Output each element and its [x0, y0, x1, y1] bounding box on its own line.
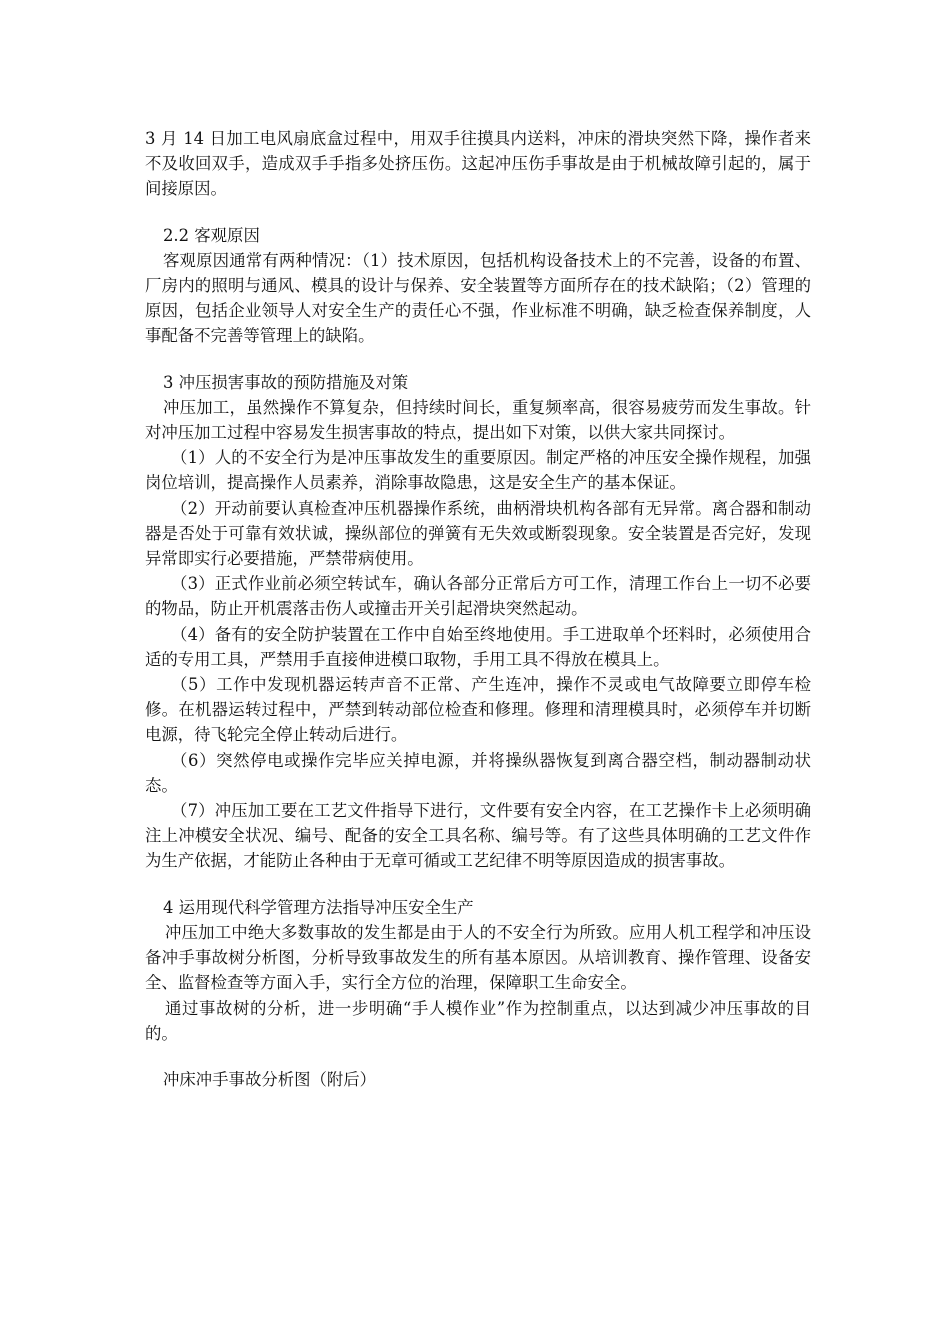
- section-3: [145, 370, 811, 874]
- section-3-item-4: （4）备有的安全防护装置在工作中自始至终地使用。手工进取单个坯料时，必须使用合适的专用工具，严禁用手直接伸进模口取物，手用工具不得放在模具上。: [145, 624, 811, 669]
- footer-note: 冲床冲手事故分析图（附后）: [163, 1069, 377, 1089]
- section-2-2-body: 客观原因通常有两种情况：（1）技术原因，包括机构设备技术上的不完善，设备的布置、厂房内的照明与通风、模具的设计与保养、安全装置等方面所存在的技术缺陷；（2）管理的原因，包括企业领导人对安全生产的责任心不强，作业标准不明确，缺乏检查保养制度，人事配备不完善等管理上的缺陷。: [145, 250, 811, 346]
- section-4-para-2: 通过事故树的分析，进一步明确“手人模作业”作为控制重点，以达到减少冲压事故的目的。: [145, 998, 811, 1043]
- document-page: [145, 126, 811, 1092]
- section-3-item-1: （1）人的不安全行为是冲压事故发生的重要原因。制定严格的冲压安全操作规程，加强岗位培训，提高操作人员素养，消除事故隐患，这是安全生产的基本保证。: [145, 448, 811, 493]
- section-4-heading: 4 运用现代科学管理方法指导冲压安全生产: [163, 897, 474, 917]
- section-3-item-7: （7）冲压加工要在工艺文件指导下进行，文件要有安全内容，在工艺操作卡上必须明确注上冲模安全状况、编号、配备的安全工具名称、编号等。有了这些具体明确的工艺文件作为生产依据，才能防止各种由于无章可循或工艺纪律不明等原因造成的损害事故。: [145, 801, 811, 871]
- section-4: [145, 895, 811, 1046]
- section-2-2-heading: 2.2 客观原因: [163, 225, 260, 245]
- section-3-item-6: （6）突然停电或操作完毕应关掉电源，并将操纵器恢复到离合器空档，制动器制动状态。: [145, 750, 811, 795]
- section-2-2: [145, 223, 811, 349]
- intro-paragraph: 3 月 14 日加工电风扇底盒过程中，用双手往摸具内送料，冲床的滑块突然下降，操作者来不及收回双手，造成双手手指多处挤压伤。这起冲压伤手事故是由于机械故障引起的，属于间接原因。: [145, 129, 811, 199]
- section-3-item-5: （5）工作中发现机器运转声音不正常、产生连冲，操作不灵或电气故障要立即停车检修。在机器运转过程中，严禁到转动部位检查和修理。修理和清理模具时，必须停车并切断电源，待飞轮完全停止转动后进行。: [145, 675, 811, 745]
- section-3-heading: 3 冲压损害事故的预防措施及对策: [163, 372, 409, 392]
- section-3-item-3: （3）正式作业前必须空转试车，确认各部分正常后方可工作，清理工作台上一切不必要的物品，防止开机震落击伤人或撞击开关引起滑块突然起动。: [145, 574, 811, 619]
- section-4-para-1: 冲压加工中绝大多数事故的发生都是由于人的不安全行为所致。应用人机工程学和冲压设备冲手事故树分析图，分析导致事故发生的所有基本原因。从培训教育、操作管理、设备安全、监督检查等方面入手，实行全方位的治理，保障职工生命安全。: [145, 922, 811, 993]
- section-3-item-2: （2）开动前要认真检查冲压机器操作系统，曲柄滑块机构各部有无异常。离合器和制动器是否处于可靠有效状诚，操纵部位的弹簧有无失效或断裂现象。安全装置是否完好，发现异常即实行必要措施，严禁带病使用。: [145, 498, 811, 569]
- section-3-intro: 冲压加工，虽然操作不算复杂，但持续时间长，重复频率高，很容易疲劳而发生事故。针对冲压加工过程中容易发生损害事故的特点，提出如下对策，以供大家共同探讨。: [145, 397, 811, 443]
